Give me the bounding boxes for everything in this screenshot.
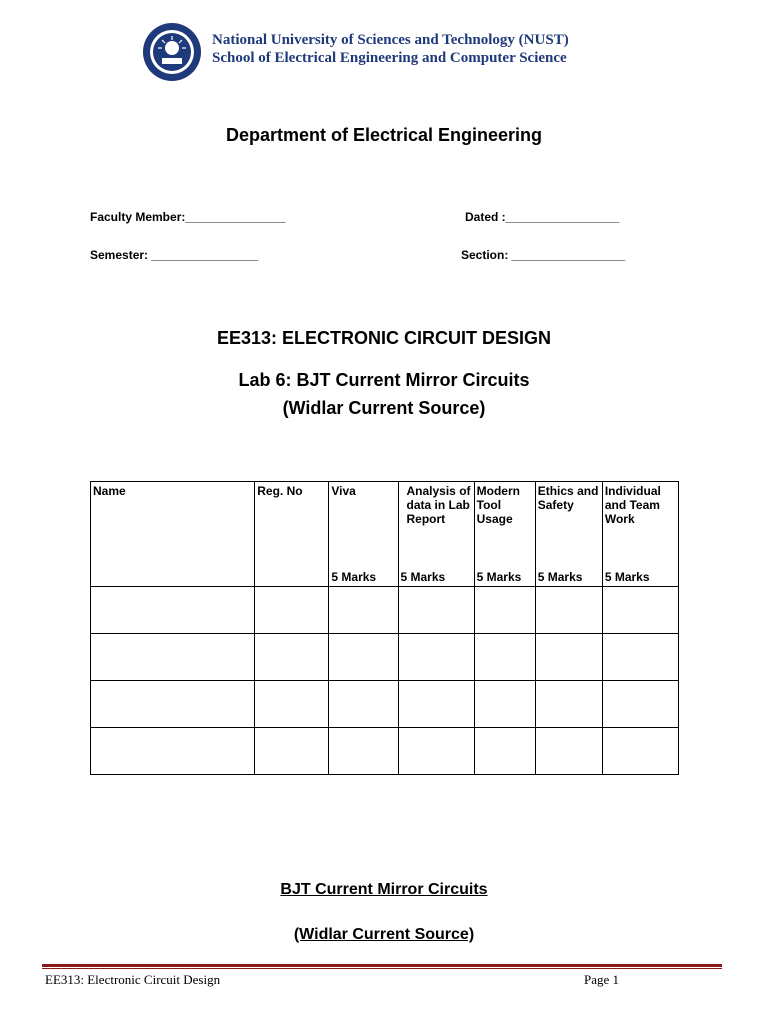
- col-marks: 5 Marks: [400, 570, 446, 584]
- lab-title: Lab 6: BJT Current Mirror Circuits: [238, 370, 530, 390]
- faculty-member-field: Faculty Member:_______________: [90, 210, 286, 224]
- col-label: Analysis of data in Lab Report: [406, 484, 471, 526]
- section-field: Section: _________________: [461, 248, 626, 262]
- lab-subtitle: (Widlar Current Source): [282, 398, 486, 418]
- table-cell[interactable]: [474, 587, 535, 634]
- department-title: Department of Electrical Engineering: [225, 125, 543, 145]
- footer-rule-thin: [42, 968, 722, 969]
- school-name: School of Electrical Engineering and Computer Science: [212, 50, 567, 66]
- table-cell[interactable]: [255, 728, 329, 775]
- col-label: Reg. No: [257, 484, 303, 498]
- col-label: Name: [93, 484, 126, 498]
- table-row: [91, 681, 679, 728]
- table-cell[interactable]: [602, 634, 678, 681]
- table-cell[interactable]: [329, 634, 398, 681]
- footer-rule: [42, 964, 722, 967]
- col-marks: 5 Marks: [476, 570, 522, 584]
- col-ethics: [535, 482, 602, 587]
- table-cell[interactable]: [91, 634, 255, 681]
- col-name: [91, 482, 255, 587]
- col-teamwork: [602, 482, 678, 587]
- col-marks: 5 Marks: [604, 570, 650, 584]
- col-viva: [329, 482, 398, 587]
- table-header-row: [91, 482, 679, 587]
- marks-table: [90, 481, 679, 775]
- section-heading: BJT Current Mirror Circuits: [280, 881, 488, 898]
- table-cell[interactable]: [398, 728, 474, 775]
- col-label: Individual and Team Work: [604, 484, 661, 526]
- table-row: [91, 587, 679, 634]
- col-modern-tool: [474, 482, 535, 587]
- university-name: National University of Sciences and Technology (NUST): [212, 32, 569, 48]
- col-reg-no: [255, 482, 329, 587]
- col-label: Viva: [331, 484, 356, 498]
- table-row: [91, 634, 679, 681]
- table-cell[interactable]: [474, 681, 535, 728]
- table-cell[interactable]: [602, 587, 678, 634]
- table-cell[interactable]: [398, 681, 474, 728]
- table-cell[interactable]: [398, 634, 474, 681]
- section-subheading: (Widlar Current Source): [293, 926, 475, 943]
- table-row: [91, 728, 679, 775]
- dated-field: Dated :_________________: [465, 210, 620, 224]
- table-cell[interactable]: [474, 634, 535, 681]
- table-cell[interactable]: [474, 728, 535, 775]
- table-cell[interactable]: [329, 587, 398, 634]
- table-cell[interactable]: [91, 587, 255, 634]
- page-number: Page 1: [584, 972, 620, 987]
- table-cell[interactable]: [91, 728, 255, 775]
- col-marks: 5 Marks: [331, 570, 377, 584]
- table-cell[interactable]: [329, 728, 398, 775]
- table-cell[interactable]: [255, 587, 329, 634]
- table-cell[interactable]: [602, 681, 678, 728]
- table-cell[interactable]: [255, 634, 329, 681]
- table-cell[interactable]: [535, 728, 602, 775]
- table-cell[interactable]: [535, 634, 602, 681]
- table-cell[interactable]: [329, 681, 398, 728]
- table-cell[interactable]: [535, 587, 602, 634]
- semester-field: Semester: ________________: [90, 248, 259, 262]
- col-label: Modern Tool Usage: [476, 484, 520, 526]
- table-cell[interactable]: [91, 681, 255, 728]
- nust-logo: [142, 22, 202, 82]
- course-title: EE313: ELECTRONIC CIRCUIT DESIGN: [216, 328, 552, 348]
- table-cell[interactable]: [602, 728, 678, 775]
- col-analysis: [398, 482, 474, 587]
- col-marks: 5 Marks: [537, 570, 583, 584]
- table-cell[interactable]: [535, 681, 602, 728]
- table-cell[interactable]: [255, 681, 329, 728]
- footer-course: EE313: Electronic Circuit Design: [45, 972, 221, 987]
- col-label: Ethics and Safety: [537, 484, 599, 512]
- table-cell[interactable]: [398, 587, 474, 634]
